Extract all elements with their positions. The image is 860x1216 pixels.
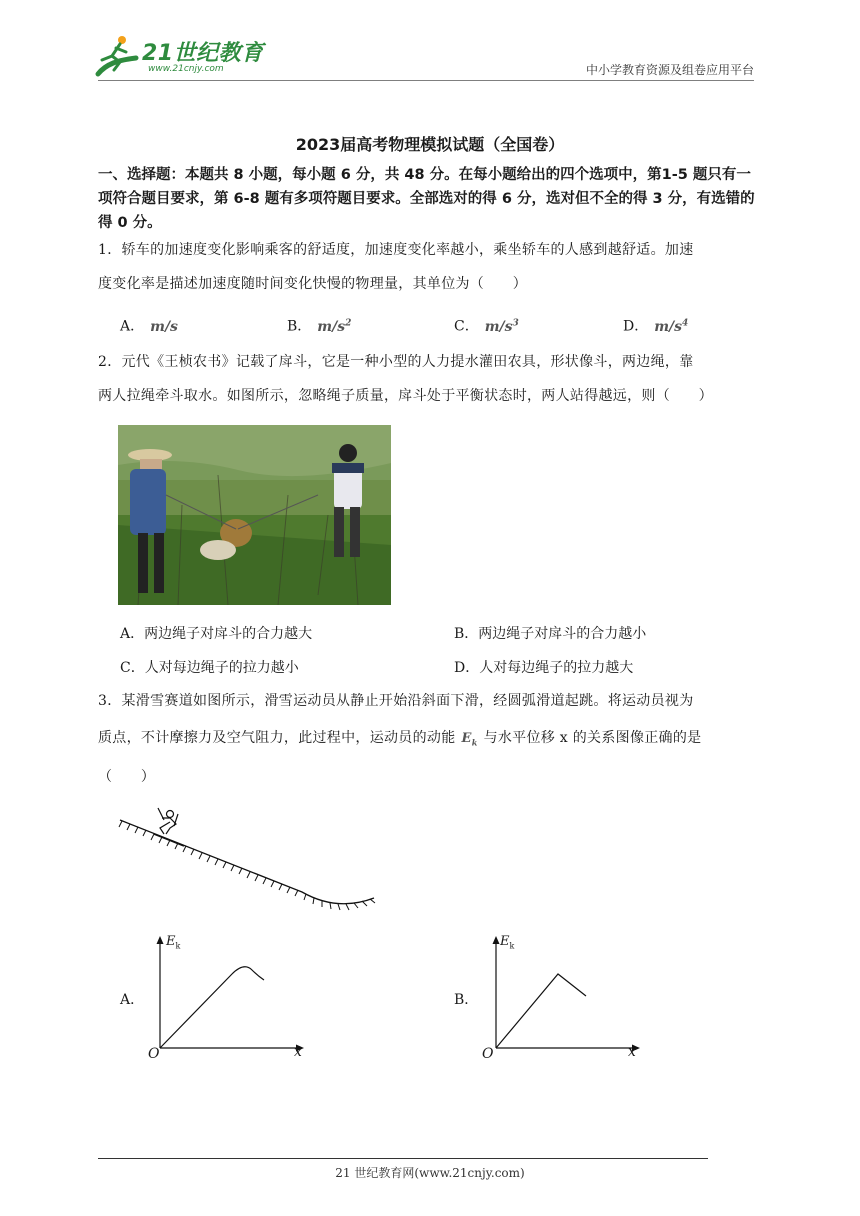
logo-url: www.21cnjy.com [148,64,224,74]
graph-b-origin: O [482,1046,494,1062]
page-header [0,0,860,90]
q1-option-d[interactable] [623,313,688,337]
header-platform-text: 中小学教育资源及组卷应用平台 [585,63,754,77]
site-logo[interactable] [92,34,267,80]
q3-stem-text-post: 与水平位移 x 的关系图像正确的是 [483,730,702,746]
q1-option-b[interactable] [287,313,351,337]
irrigation-photo [118,425,391,605]
q2-stem-line1: 2．元代《王桢农书》记载了戽斗，它是一种小型的人力提水灌田农具，形状像斗，两边绳，靠 [98,354,694,370]
section-instructions: 一、选择题：本题共 8 小题，每小题 6 分，共 48 分。在每小题给出的四个选项中，第1-5 题只有一项符合题目要求，第 6-8 题有多项符题目要求。全部选对的得 6 分，选对但不全的得 3 分，有选错的得 0 分。 [98,167,755,231]
header-divider [98,80,754,81]
q2-option-a[interactable]: A．两边绳子对戽斗的合力越大 [120,626,313,642]
option-label: C． [454,318,479,335]
skier-figure [154,808,184,846]
option-label: A． [120,318,145,335]
option-label: D． [623,318,649,335]
q2-option-b[interactable]: B．两边绳子对戽斗的合力越小 [454,626,647,642]
q1-option-a[interactable] [120,313,178,337]
exam-title: 2023届高考物理模拟试题（全国卷） [295,135,565,154]
runner-logo-icon [92,34,142,78]
q3-stem-line1: 3．某滑雪赛道如图所示，滑雪运动员从静止开始沿斜面下滑，经圆弧滑道起跳。将运动员视为 [98,693,694,709]
graph-a-origin: O [148,1046,160,1062]
ski-track-diagram [112,800,382,930]
q2-option-d[interactable]: D．人对每边绳子的拉力越大 [454,660,634,676]
unit-formula: $m/s^2$ [317,318,352,335]
q2-stem-line2: 两人拉绳牵斗取水。如图所示，忽略绳子质量，戽斗处于平衡状态时，两人站得越远，则（ ） [98,388,713,404]
unit-formula: $m/s^4$ [654,318,689,335]
q3-graph-b[interactable] [476,932,646,1067]
q3-stem-line3: （ ） [98,769,156,785]
option-label: B． [287,318,312,335]
footer-divider [98,1158,708,1159]
q3-option-a-label[interactable]: A． [120,992,145,1008]
q2-option-c[interactable]: C．人对每边绳子的拉力越小 [120,660,299,676]
footer-site-text[interactable]: 21 世纪教育网(www.21cnjy.com) [335,1166,525,1180]
graph-b-x-label: x [628,1044,636,1060]
unit-formula: m/s [150,318,178,335]
graph-a-x-label: x [294,1044,302,1060]
q1-stem-line2: 度变化率是描述加速度随时间变化快慢的物理量，其单位为（ ） [98,276,527,292]
unit-formula: $m/s^3$ [484,318,519,335]
q1-stem-line1: 1．轿车的加速度变化影响乘客的舒适度，加速度变化率越小，乘坐轿车的人感到越舒适。加速 [98,242,694,258]
q3-graph-a[interactable] [140,932,310,1067]
q3-stem-line2 [98,728,762,753]
graph-a-y-label: $E_k$ [166,934,181,951]
q3-stem-text-pre: 质点，不计摩擦力及空气阻力，此过程中，运动员的动能 [98,730,456,746]
q3-option-b-label[interactable]: B． [454,992,479,1008]
q1-option-c[interactable] [454,313,519,337]
logo-text: 21世纪教育 [142,41,264,66]
graph-b-y-label: $E_k$ [500,934,515,951]
kinetic-energy-symbol: $E_k$ [461,731,478,748]
